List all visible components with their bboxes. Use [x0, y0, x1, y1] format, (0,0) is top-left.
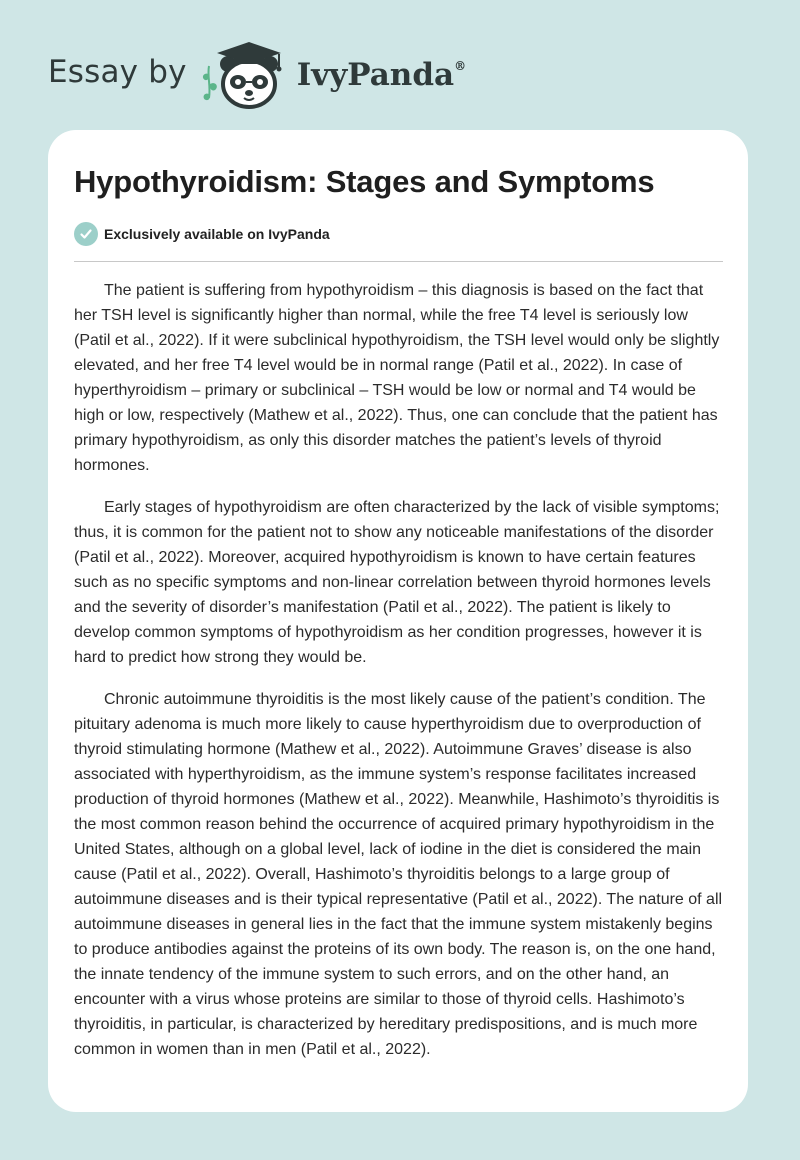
- exclusive-badge: [74, 222, 330, 246]
- paragraph: Early stages of hypothyroidism are often characterized by the lack of visible symptoms; thus, it is common for the patient not to show any noticeable manifestations of the disorder (Patil et al., 2022). Moreover, acquired hypothyroidism is known to have certain features such as no specific symptoms and non-linear correlation between thyroid hormones levels and the severity of disorder’s manifestation (Patil et al., 2022). The patient is likely to develop common symptoms of hypothyroidism as her condition progresses, however it is hard to predict how strong they would be.: [74, 499, 720, 666]
- panda-logo-icon[interactable]: [201, 36, 293, 112]
- registered-mark: ®: [454, 59, 467, 73]
- essay-card: [48, 130, 748, 1112]
- checkmark-icon: [74, 222, 98, 246]
- brand-text: IvyPanda: [296, 57, 455, 93]
- essay-body: [74, 278, 724, 1079]
- divider: [74, 261, 723, 262]
- essay-by-label: Essay by: [48, 54, 187, 90]
- site-header: [48, 36, 466, 112]
- paragraph: Chronic autoimmune thyroiditis is the most likely cause of the patient’s condition. The pituitary adenoma is much more likely to cause hyperthyroidism due to overproduction of thyroid stimulating hormone (Mathew et al., 2022). Autoimmune Graves’ disease is also associated with hyperthyroidism, as the immune system’s response facilitates increased production of thyroid hormones (Mathew et al., 2022). Meanwhile, Hashimoto’s thyroiditis is the most common reason behind the occurrence of acquired primary hypothyroidism in the United States, although on a global level, lack of iodine in the diet is considered the main cause (Patil et al., 2022). Overall, Hashimoto’s thyroiditis belongs to a large group of autoimmune diseases and is their typical representative (Patil et al., 2022). The nature of all autoimmune diseases in general lies in the fact that the immune system mistakenly begins to produce antibodies against the proteins of its own body. The reason is, on the one hand, the innate tendency of the immune system to such errors, and on the other hand, an encounter with a virus whose proteins are similar to those of thyroid cells. Hashimoto’s thyroiditis, in particular, is characterized by hereditary predispositions, and is much more common in women than in men (Patil et al., 2022).: [74, 691, 723, 1058]
- page-title: Hypothyroidism: Stages and Symptoms: [74, 164, 655, 199]
- paragraph: The patient is suffering from hypothyroidism – this diagnosis is based on the fact that her TSH level is significantly higher than normal, while the free T4 level is seriously low (Patil et al., 2022). If it were subclinical hypothyroidism, the TSH level would only be slightly elevated, and her free T4 level would be in normal range (Patil et al., 2022). In case of hyperthyroidism – primary or subclinical – TSH would be low or normal and T4 would be high or low, respectively (Mathew et al., 2022). Thus, one can conclude that the patient has primary hypothyroidism, as only this disorder matches the patient’s levels of thyroid hormones.: [74, 282, 720, 474]
- exclusive-badge-text: Exclusively available on IvyPanda: [104, 226, 330, 242]
- brand-name[interactable]: [297, 57, 466, 93]
